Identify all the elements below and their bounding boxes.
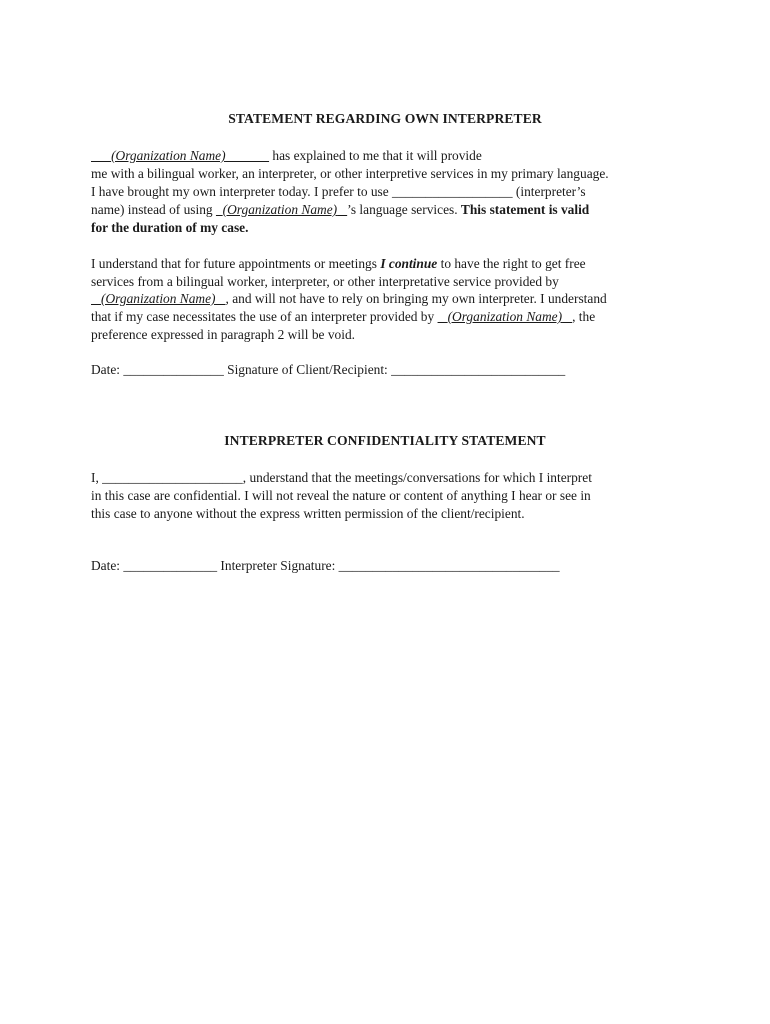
confidentiality-title: INTERPRETER CONFIDENTIALITY STATEMENT [224,433,546,448]
org-name-placeholder: (Organization Name) [101,291,216,306]
org-name-blank [216,202,347,217]
p2-text: I understand that for future appointments or meetings [91,256,381,271]
p2-text: that if my case necessitates the use of an interpreter provided by [91,309,438,324]
p1-line-4 [91,201,589,219]
p1-text: has explained to me that it will provide [269,148,482,163]
p2-text: , the [572,309,596,324]
p1-text: ’s language services. [347,202,461,217]
validity-statement-end: for the duration of my case. [91,220,249,235]
blank-trail [226,148,270,163]
p1-line-3: I have brought my own interpreter today. I prefer to use __________________ (interpreter’s [91,184,586,199]
p2-line-3 [91,290,607,308]
blank-lead [91,148,111,163]
blank-trail [562,309,572,324]
p2-text: to have the right to get free [437,256,586,271]
client-signature-line: Date: _______________ Signature of Client/Recipient: __________________________ [91,362,566,377]
validity-statement: This statement is valid [460,202,590,217]
org-name-placeholder: (Organization Name) [447,309,563,324]
blank-trail [337,202,347,217]
org-name-blank [438,309,573,324]
interpreter-signature-line: Date: ______________ Interpreter Signature: _________________________________ [91,558,560,573]
blank-lead [91,291,101,306]
blank-trail [215,291,225,306]
p2-line-4 [91,308,595,326]
blank-lead [438,309,448,324]
p2-line-1 [91,255,586,273]
statement-title: STATEMENT REGARDING OWN INTERPRETER [228,111,542,126]
p2-text: , and will not have to rely on bringing my own interpreter. I understand [225,291,607,306]
p2-line-2: services from a bilingual worker, interpreter, or other interpretative service provided by [91,274,559,289]
blank-lead [216,202,223,217]
org-name-placeholder: (Organization Name) [111,148,226,163]
conf-line-2: in this case are confidential. I will not reveal the nature or content of anything I hear or see in [91,488,591,503]
emphasis-text: I continue [380,256,438,271]
p2-line-5: preference expressed in paragraph 2 will be void. [91,327,355,342]
p1-line-1 [91,147,482,165]
conf-line-3: this case to anyone without the express written permission of the client/recipient. [91,506,525,521]
conf-line-1: I, _____________________, understand that the meetings/conversations for which I interpret [91,470,592,485]
org-name-blank [91,291,226,306]
p1-text: name) instead of using [91,202,216,217]
org-name-placeholder: (Organization Name) [222,202,338,217]
p1-line-2: me with a bilingual worker, an interpreter, or other interpretive services in my primary language. [91,166,609,181]
org-name-blank [91,148,269,163]
